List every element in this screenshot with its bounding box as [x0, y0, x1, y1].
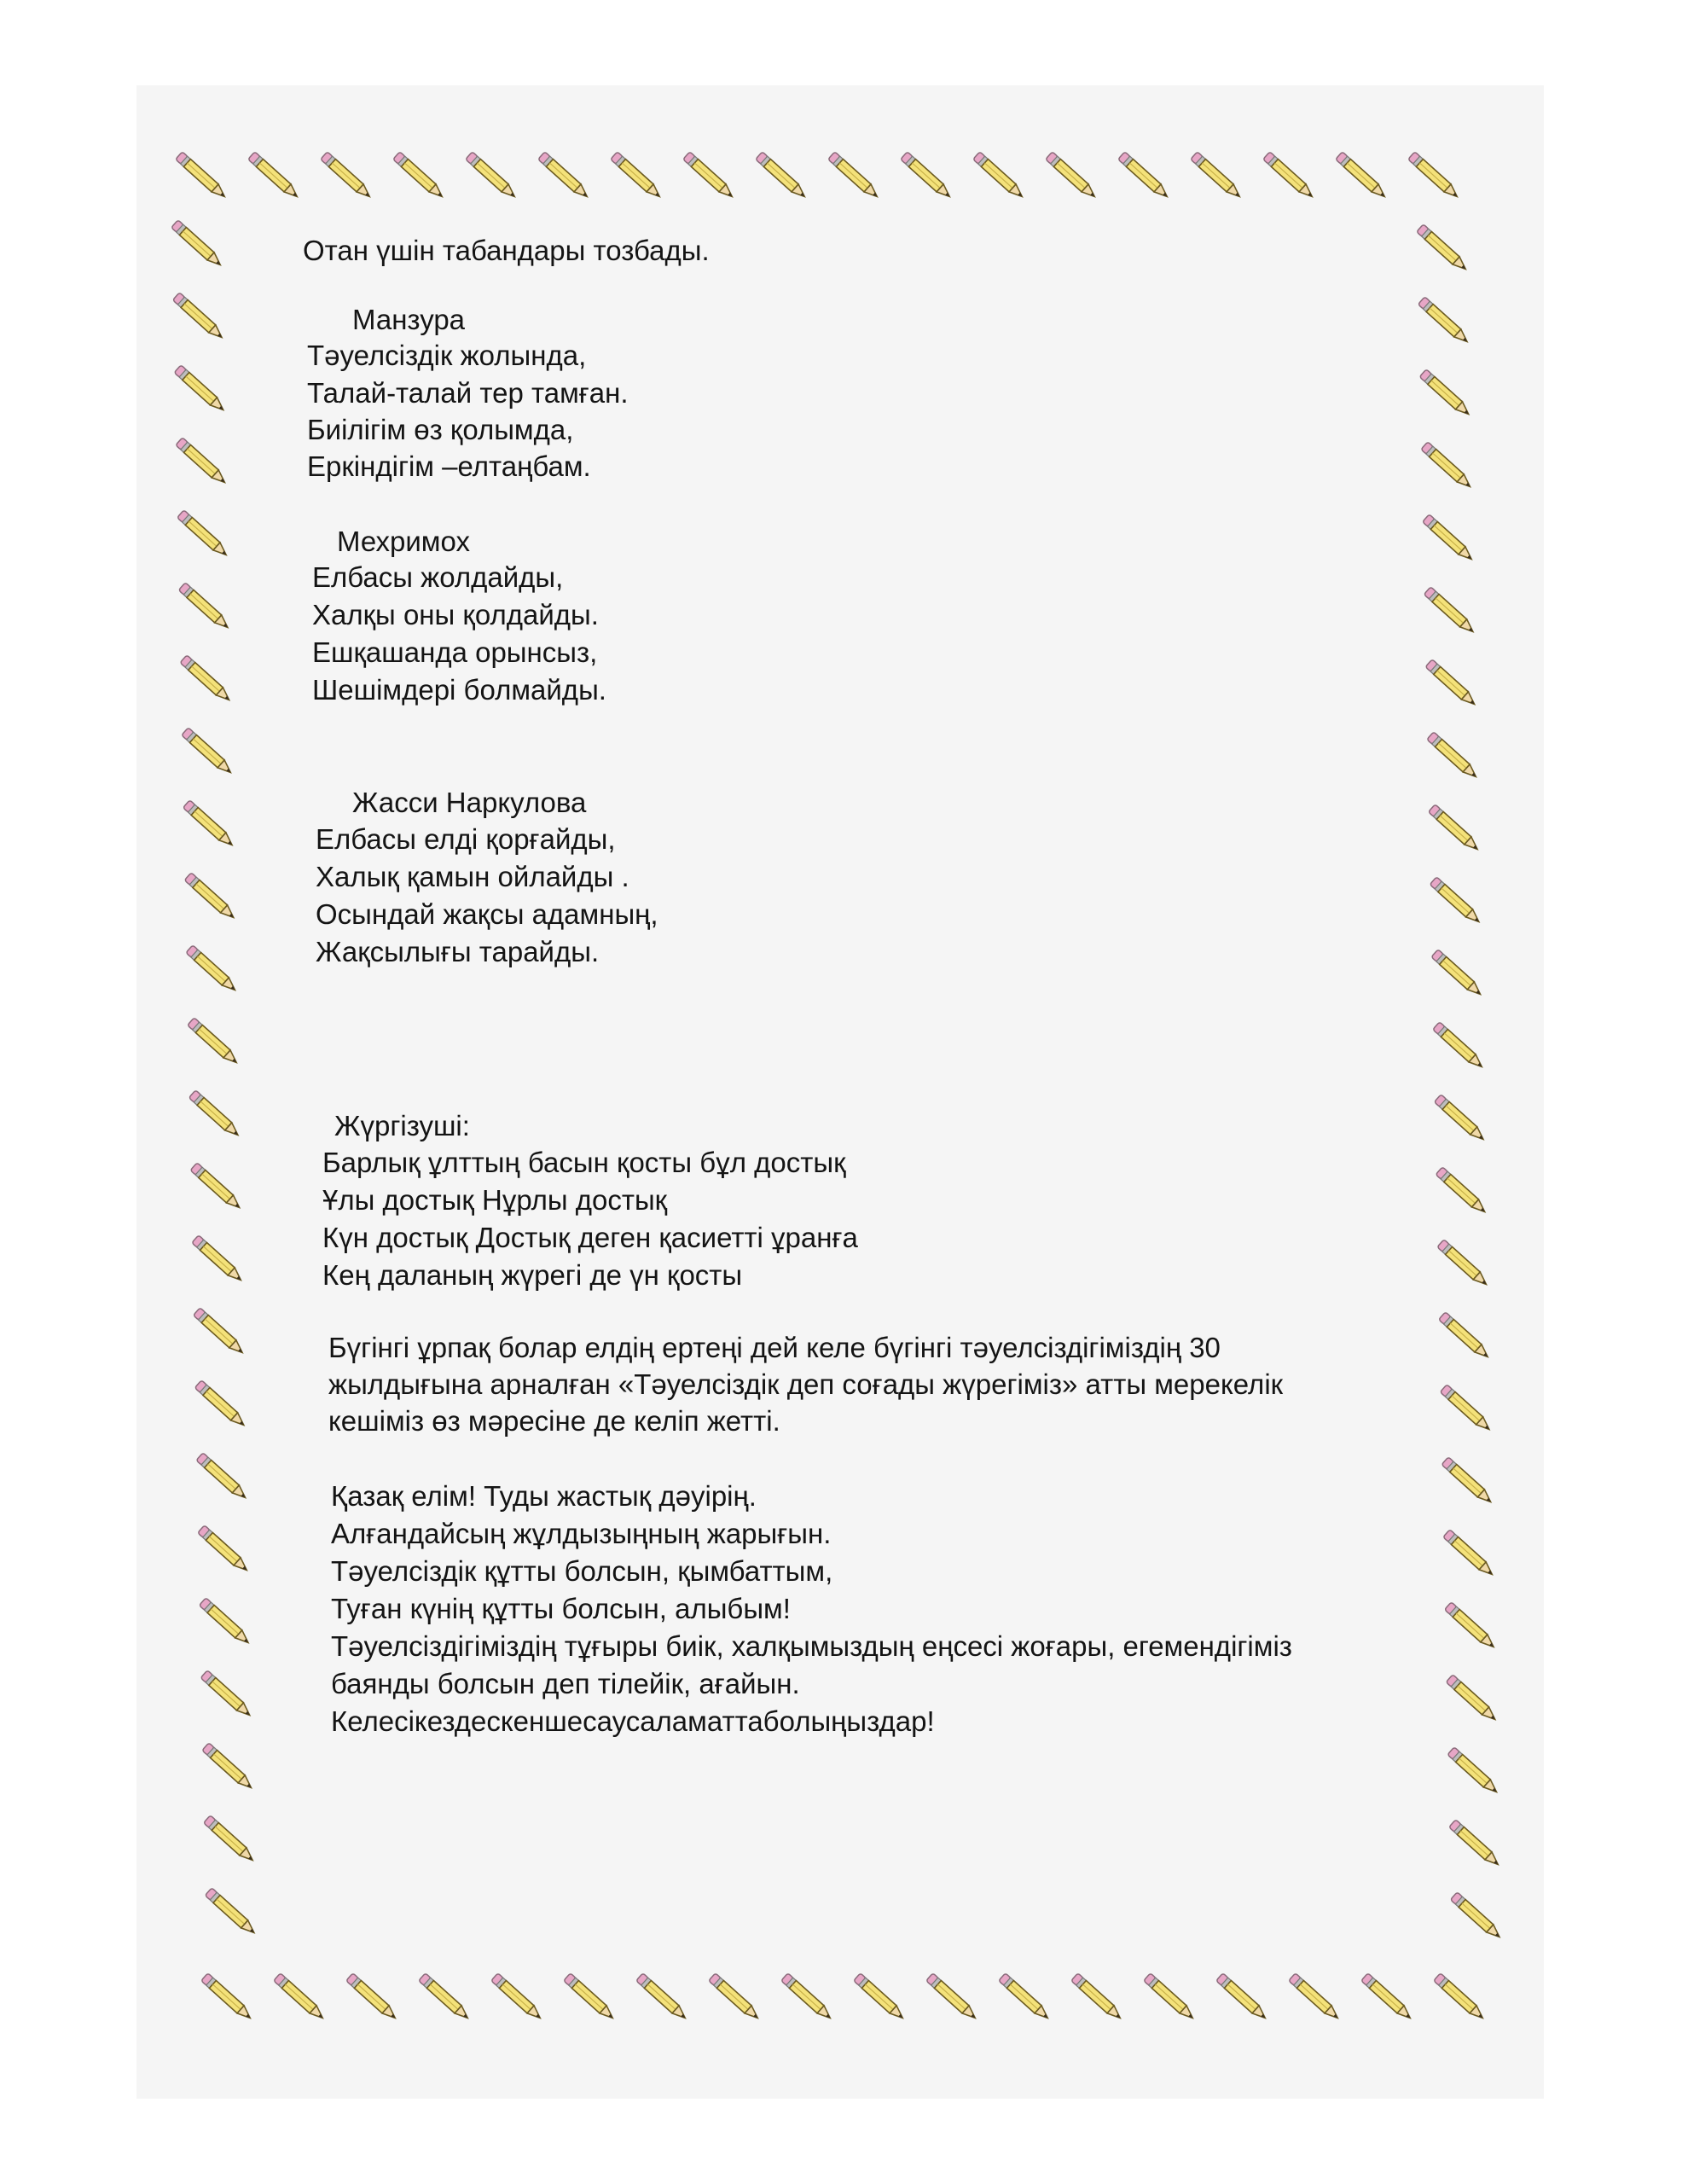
- host-verse-line: Күн достық Достық деген қасиетті ұранға: [322, 1222, 858, 1253]
- pencil-icon: [176, 438, 229, 486]
- pencil-icon: [1441, 1457, 1494, 1506]
- pencil-icon: [973, 152, 1026, 200]
- host-verse-line: Барлық ұлттың басын қосты бұл достық: [322, 1147, 846, 1178]
- pencil-icon: [198, 1525, 251, 1574]
- pencil-icon: [611, 152, 664, 200]
- pencil-icon: [1449, 1820, 1502, 1868]
- poem-line: Елбасы жолдайды,: [312, 561, 564, 593]
- pencil-icon: [1118, 152, 1171, 200]
- pencil-icon: [1436, 1167, 1488, 1216]
- final-verse-line: Келесікездескеншесаусаламаттаболыңыздар!: [331, 1705, 935, 1737]
- pencil-icon: [180, 655, 233, 704]
- pencil-icon: [1417, 224, 1470, 273]
- final-verse-line: баянды болсын деп тілейік, ағайын.: [331, 1668, 800, 1699]
- pencil-icon: [1216, 1973, 1269, 2022]
- pencil-icon: [491, 1973, 544, 2022]
- poem-author: Жасси Наркулова: [352, 787, 587, 818]
- pencil-icon: [1445, 1602, 1498, 1651]
- pencil-icon: [321, 152, 374, 200]
- pencil-icon: [1427, 732, 1480, 781]
- poem-line: Талай-талай тер тамған.: [307, 377, 629, 409]
- pencil-icon: [683, 152, 736, 200]
- pencil-icon: [466, 152, 519, 200]
- closing-paragraph-line: жылдығына арналған «Тәуелсіздік деп соғады жүрегіміз» атты мерекелік: [328, 1368, 1284, 1400]
- pencil-icon: [1429, 804, 1482, 853]
- poem-author: Манзура: [352, 304, 466, 335]
- pencil-icon: [186, 945, 239, 994]
- pencil-icon: [178, 583, 231, 631]
- pencil-icon: [201, 1973, 254, 2022]
- pencil-icon: [1408, 152, 1461, 200]
- pencil-icon: [177, 510, 230, 559]
- host-verse-line: Ұлы достық Нұрлы достық: [322, 1184, 668, 1216]
- pencil-icon: [901, 152, 954, 200]
- poem-line: Елбасы елді қорғайды,: [316, 823, 616, 855]
- pencil-icon: [1447, 1747, 1500, 1796]
- final-verse-line: Туған күнің құтты болсын, алыбым!: [331, 1593, 791, 1624]
- pencil-icon: [171, 220, 224, 269]
- poem-line: Ешқашанда орынсыз,: [312, 636, 598, 668]
- pencil-icon: [1439, 1312, 1492, 1361]
- pencil-icon: [1289, 1973, 1342, 2022]
- pencil-icon: [828, 152, 881, 200]
- poem-line: Халқы оны қолдайды.: [312, 599, 599, 630]
- pencil-icon: [926, 1973, 979, 2022]
- pencil-icon: [419, 1973, 472, 2022]
- pencil-icon: [781, 1973, 834, 2022]
- pencil-icon: [709, 1973, 762, 2022]
- pencil-icon: [1437, 1240, 1490, 1288]
- pencil-icon: [1191, 152, 1244, 200]
- pencil-icon: [183, 800, 235, 849]
- pencil-icon: [1423, 514, 1476, 563]
- opening-line: Отан үшін табандары тозбады.: [303, 235, 710, 266]
- pencil-icon: [393, 152, 446, 200]
- pencil-icon: [1425, 659, 1478, 708]
- poem-line: Осындай жақсы адамның,: [316, 898, 658, 930]
- pencil-icon: [1446, 1675, 1499, 1723]
- pencil-icon: [1419, 369, 1472, 418]
- pencil-icon: [172, 293, 225, 341]
- pencil-icon: [182, 728, 235, 776]
- pencil-icon: [200, 1670, 253, 1719]
- poem-line: Халық қамын ойлайды .: [316, 861, 629, 892]
- pencil-icon: [204, 1815, 257, 1864]
- pencil-icon: [564, 1973, 617, 2022]
- pencil-icon: [196, 1453, 249, 1502]
- pencil-icon: [1046, 152, 1099, 200]
- closing-paragraph-line: кешіміз өз мәресіне де келіп жетті.: [328, 1405, 780, 1437]
- poem-line: Еркіндігім –елтаңбам.: [307, 450, 591, 482]
- pencil-icon: [1418, 297, 1470, 346]
- final-verse-line: Алғандайсың жұлдызыңның жарығын.: [331, 1518, 832, 1549]
- pencil-icon: [190, 1163, 243, 1211]
- closing-paragraph-line: Бүгінгі ұрпақ болар елдің ертеңі дей келе бүгінгі тәуелсіздігіміздің 30: [328, 1332, 1221, 1363]
- pencil-icon: [1421, 442, 1474, 491]
- pencil-icon: [1450, 1892, 1503, 1941]
- pencil-icon: [636, 1973, 689, 2022]
- pencil-icon: [188, 1018, 241, 1066]
- host-verse-line: Кең даланың жүрегі де үн қосты: [322, 1259, 743, 1291]
- pencil-icon: [192, 1235, 245, 1284]
- pencil-icon: [1431, 950, 1484, 998]
- pencil-icon: [1336, 152, 1389, 200]
- pencil-icon: [205, 1888, 258, 1937]
- pencil-icon: [1434, 1973, 1487, 2022]
- final-verse-line: Қазақ елім! Туды жастық дәуірің.: [331, 1480, 757, 1512]
- pencil-icon: [194, 1380, 247, 1429]
- host-label: Жүргізуші:: [334, 1110, 470, 1141]
- pencil-icon: [999, 1973, 1052, 2022]
- pencil-icon: [1361, 1973, 1414, 2022]
- poem-line: Тәуелсіздік жолында,: [307, 340, 587, 371]
- final-verse-line: Тәуелсіздік құтты болсын, қымбаттым,: [331, 1555, 833, 1587]
- pencil-icon: [1071, 1973, 1124, 2022]
- pencil-icon: [202, 1743, 255, 1792]
- pencil-icon: [1440, 1385, 1493, 1433]
- poem-author: Мехримох: [337, 526, 470, 557]
- poem-line: Жақсылығы тарайды.: [316, 936, 600, 967]
- pencil-icon: [1430, 877, 1482, 926]
- pencil-icon: [1263, 152, 1316, 200]
- pencil-icon: [346, 1973, 399, 2022]
- pencil-icon: [1443, 1530, 1496, 1578]
- pencil-icon: [189, 1090, 241, 1139]
- pencil-icon: [274, 1973, 327, 2022]
- pencil-icon: [854, 1973, 907, 2022]
- pencil-icon: [184, 873, 237, 921]
- pencil-icon: [1434, 1095, 1487, 1143]
- pencil-icon: [1433, 1022, 1486, 1071]
- pencil-icon: [248, 152, 301, 200]
- pencil-icon: [1424, 587, 1476, 636]
- pencil-icon: [194, 1308, 247, 1356]
- poem-line: Шешімдері болмайды.: [312, 674, 606, 706]
- poem-line: Биілігім өз қолымда,: [307, 414, 574, 445]
- pencil-icon: [176, 152, 229, 200]
- pencil-icon: [174, 365, 227, 414]
- pencil-icon: [538, 152, 591, 200]
- pencil-icon: [756, 152, 809, 200]
- pencil-icon: [199, 1598, 252, 1647]
- final-verse-line: Тәуелсіздігіміздің тұғыры биік, халқымыздың еңсесі жоғары, егемендігіміз: [331, 1630, 1292, 1662]
- pencil-icon: [1144, 1973, 1197, 2022]
